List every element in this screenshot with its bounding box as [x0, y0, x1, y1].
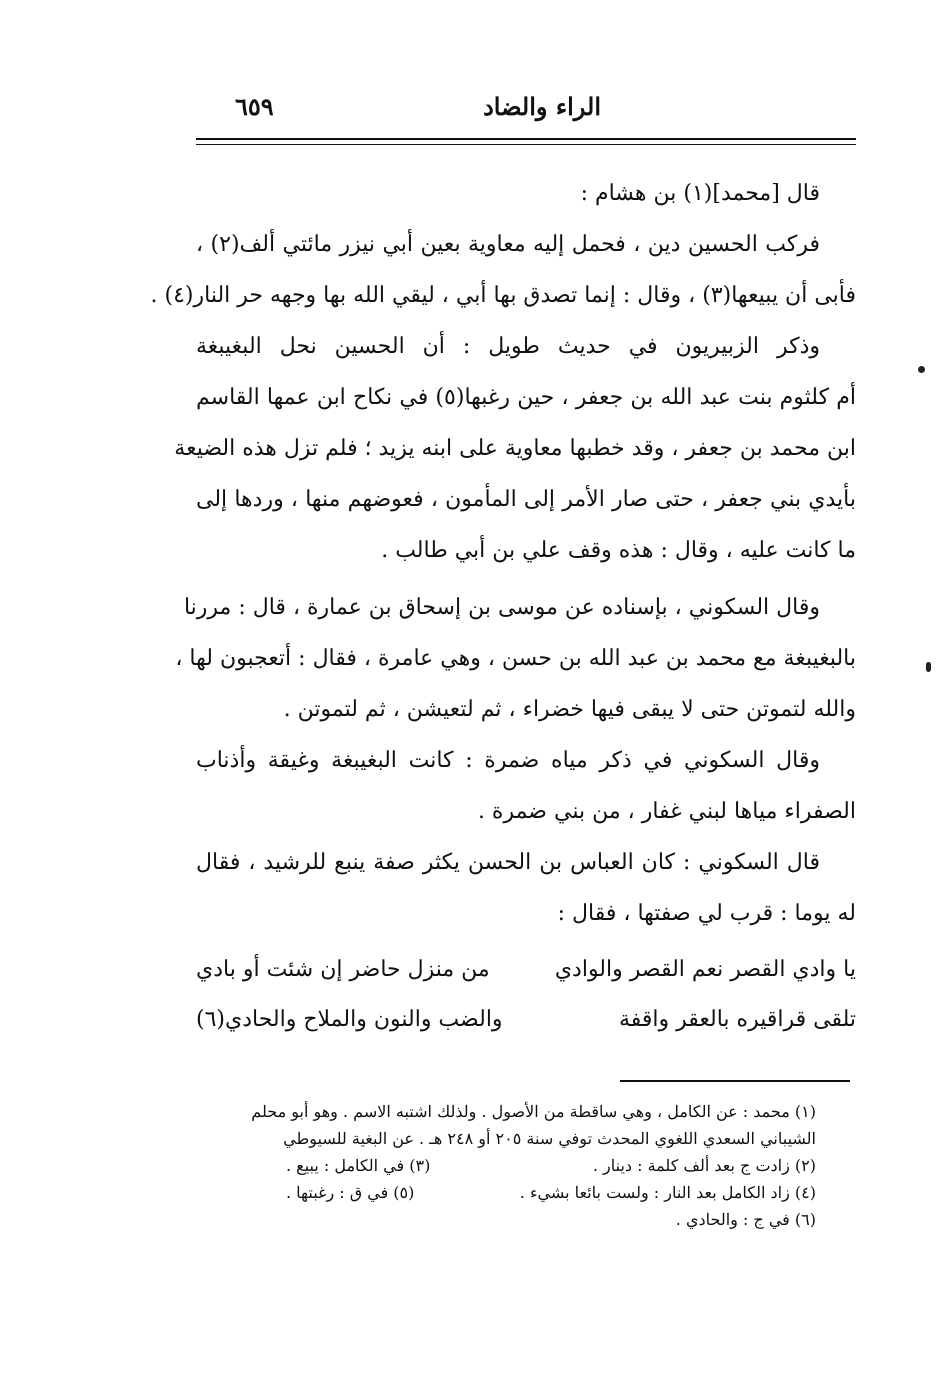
footnote-2: (٢) زادت ج بعد ألف كلمة : دينار . — [592, 1156, 816, 1175]
running-title: الراء والضاد — [483, 92, 601, 121]
text-line: فركب الحسين دين ، فحمل إليه معاوية بعين أبي نيزر مائتي ألف(٢) ، — [196, 232, 820, 257]
text-line: وقال السكوني ، بإسناده عن موسى بن إسحاق بن عمارة ، قال : مررنا — [183, 595, 820, 620]
footnote-row — [196, 1152, 816, 1179]
footnote-1: (١) محمد : عن الكامل ، وهي ساقطة من الأصول . ولذلك اشتبه الاسم . وهو أبو محلم — [251, 1102, 816, 1121]
footnote-4: (٤) زاد الكامل بعد النار : ولست بائعا بشيء . — [519, 1183, 816, 1202]
running-header — [190, 88, 856, 134]
footnote-6: (٦) في ج : والحادي . — [675, 1210, 816, 1229]
text-line: فأبى أن يبيعها(٣) ، وقال : إنما تصدق بها أبي ، ليقي الله بها وجهه حر النار(٤) . — [150, 283, 856, 308]
footnote-1-continued: الشيباني السعدي اللغوي المحدث توفي سنة ٢٠٥ أو ٢٤٨ هـ . عن البغية للسيوطي — [283, 1129, 816, 1148]
header-rule-thin — [196, 144, 856, 145]
text-line: ما كانت عليه ، وقال : هذه وقف علي بن أبي طالب . — [381, 538, 856, 563]
verse-hemistich-second: من منزل حاضر إن شئت أو بادي — [196, 957, 490, 982]
header-rule — [196, 138, 856, 140]
text-line: قال السكوني : كان العباس بن الحسن يكثر صفة ينبع للرشيد ، فقال — [196, 850, 820, 875]
text-line: وذكر الزبيريون في حديث طويل : أن الحسين نحل البغيبغة — [196, 334, 820, 359]
text-line: قال [محمد](١) بن هشام : — [580, 181, 820, 206]
text-line: بأيدي بني جعفر ، حتى صار الأمر إلى المأمون ، فعوضهم منها ، وردها إلى — [196, 487, 856, 512]
scan-speck — [918, 366, 925, 373]
text-line: له يوما : قرب لي صفتها ، فقال : — [557, 901, 856, 926]
verse-line — [196, 945, 856, 995]
verse-hemistich-first: تلقى قراقيره بالعقر واقفة — [618, 1007, 856, 1032]
text-line: أم كلثوم بنت عبد الله بن جعفر ، حين رغبها(٥) في نكاح ابن عمها القاسم — [196, 385, 856, 410]
scan-speck — [926, 662, 931, 672]
main-text — [150, 168, 856, 1045]
text-line: ابن محمد بن جعفر ، وقد خطبها معاوية على ابنه يزيد ؛ فلم تزل هذه الضيعة — [174, 436, 856, 461]
footnotes — [196, 1098, 816, 1233]
verse-hemistich-first: يا وادي القصر نعم القصر والوادي — [554, 957, 856, 982]
page-number: ٦٥٩ — [235, 92, 274, 121]
text-line: وقال السكوني في ذكر مياه ضمرة : كانت البغيبغة وغيقة وأذناب — [196, 748, 820, 773]
footnote-5: (٥) في ق : رغبتها . — [286, 1183, 415, 1202]
text-line: بالبغيبغة مع محمد بن عبد الله بن حسن ، وهي عامرة ، فقال : أتعجبون لها ، — [175, 646, 856, 671]
footnote-separator — [620, 1080, 850, 1082]
verse-hemistich-second: والضب والنون والملاح والحادي(٦) — [196, 1007, 503, 1032]
footnote-row — [196, 1179, 816, 1206]
text-line: الصفراء مياها لبني غفار ، من بني ضمرة . — [477, 799, 856, 824]
footnote-3: (٣) في الكامل : يبيع . — [286, 1156, 431, 1175]
verse-line — [196, 995, 856, 1045]
text-line: والله لتموتن حتى لا يبقى فيها خضراء ، ثم لتعيشن ، ثم لتموتن . — [283, 697, 856, 722]
